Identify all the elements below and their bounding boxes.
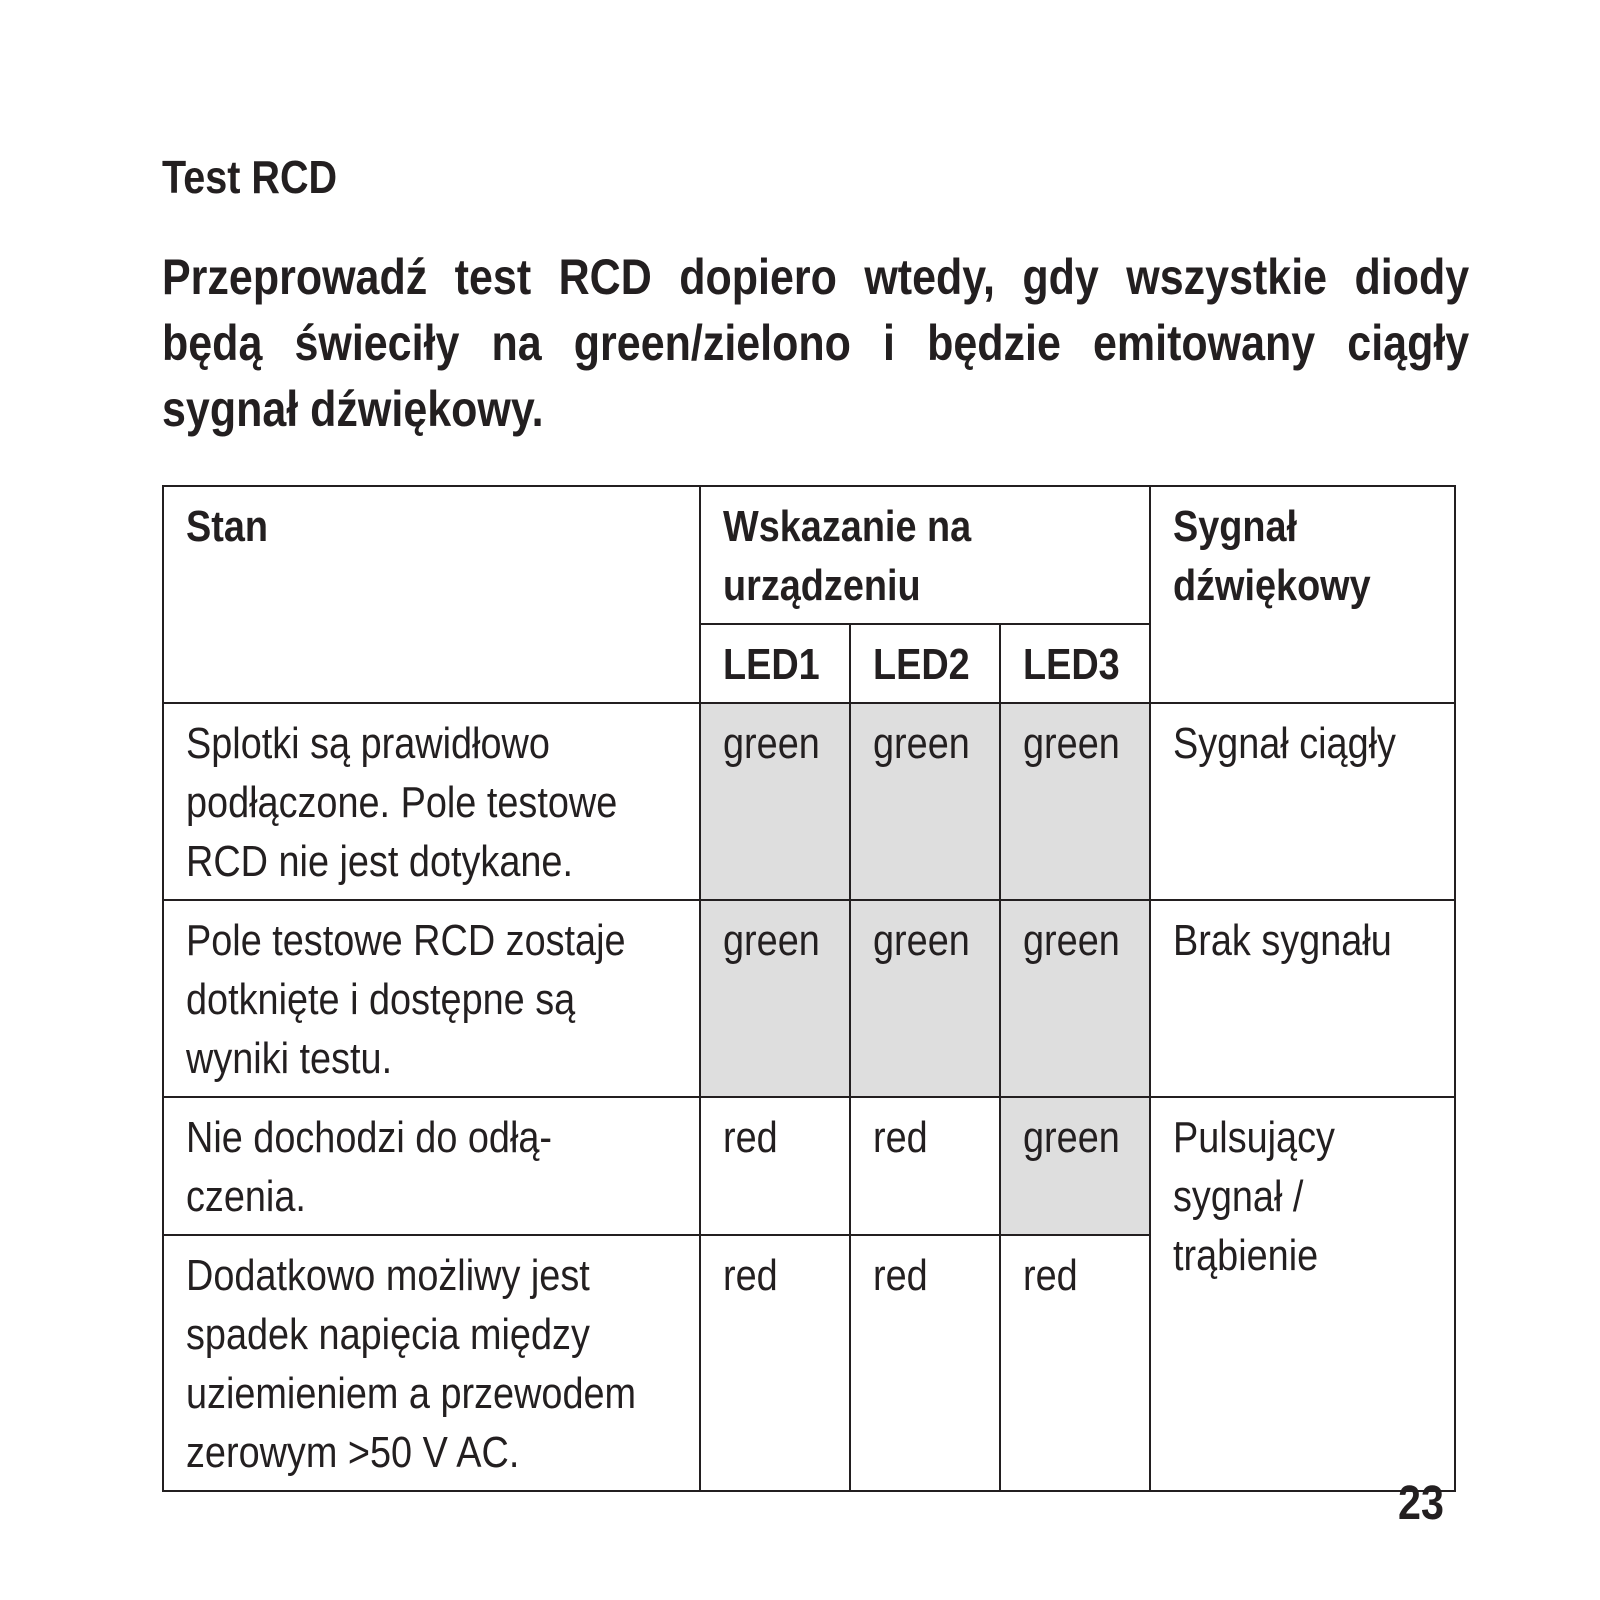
- rcd-test-table: [162, 485, 1456, 1492]
- section-heading: Test RCD: [162, 151, 338, 203]
- led3-cell: red: [1000, 1235, 1150, 1491]
- led2-cell: red: [850, 1235, 1000, 1491]
- led3-cell: green: [1000, 703, 1150, 900]
- intro-line: będą świeciły na green/zielono i będzie emitowany ciągły: [162, 315, 1470, 371]
- led3-cell: green: [1000, 900, 1150, 1097]
- led1-cell: red: [700, 1235, 850, 1491]
- led2-cell: green: [850, 900, 1000, 1097]
- state-cell: Pole testowe RCD zostaje dotknięte i dostępne są wyniki testu.: [163, 900, 700, 1097]
- table-header-row: [163, 486, 1455, 624]
- led3-cell: green: [1000, 1097, 1150, 1235]
- led1-cell: red: [700, 1097, 850, 1235]
- header-indication: Wskazanie na urządzeniu: [700, 486, 1150, 624]
- intro-line: sygnał dźwiękowy.: [162, 381, 544, 437]
- sound-cell: Brak sygnału: [1150, 900, 1455, 1097]
- led2-cell: green: [850, 703, 1000, 900]
- header-led2: LED2: [850, 624, 1000, 703]
- intro-line: Przeprowadź test RCD dopiero wtedy, gdy wszystkie diody: [162, 249, 1470, 305]
- intro-paragraph: [162, 244, 1469, 442]
- led1-cell: green: [700, 703, 850, 900]
- header-sound-signal: Sygnał dźwiękowy: [1150, 486, 1455, 703]
- led2-cell: red: [850, 1097, 1000, 1235]
- table-row: [163, 1097, 1455, 1235]
- page-number: 23: [1398, 1477, 1444, 1530]
- state-cell: Nie dochodzi do odłą- czenia.: [163, 1097, 700, 1235]
- table-row: [163, 900, 1455, 1097]
- sound-cell: Sygnał ciągły: [1150, 703, 1455, 900]
- header-led1: LED1: [700, 624, 850, 703]
- state-cell: Dodatkowo możliwy jest spadek napięcia między uziemieniem a przewodem zerowym >50 V AC.: [163, 1235, 700, 1491]
- led1-cell: green: [700, 900, 850, 1097]
- state-cell: Splotki są prawidłowo podłączone. Pole testowe RCD nie jest dotykane.: [163, 703, 700, 900]
- header-led3: LED3: [1000, 624, 1150, 703]
- header-state: Stan: [163, 486, 700, 703]
- table-row: [163, 703, 1455, 900]
- sound-cell: Pulsujący sygnał / trąbienie: [1150, 1097, 1455, 1491]
